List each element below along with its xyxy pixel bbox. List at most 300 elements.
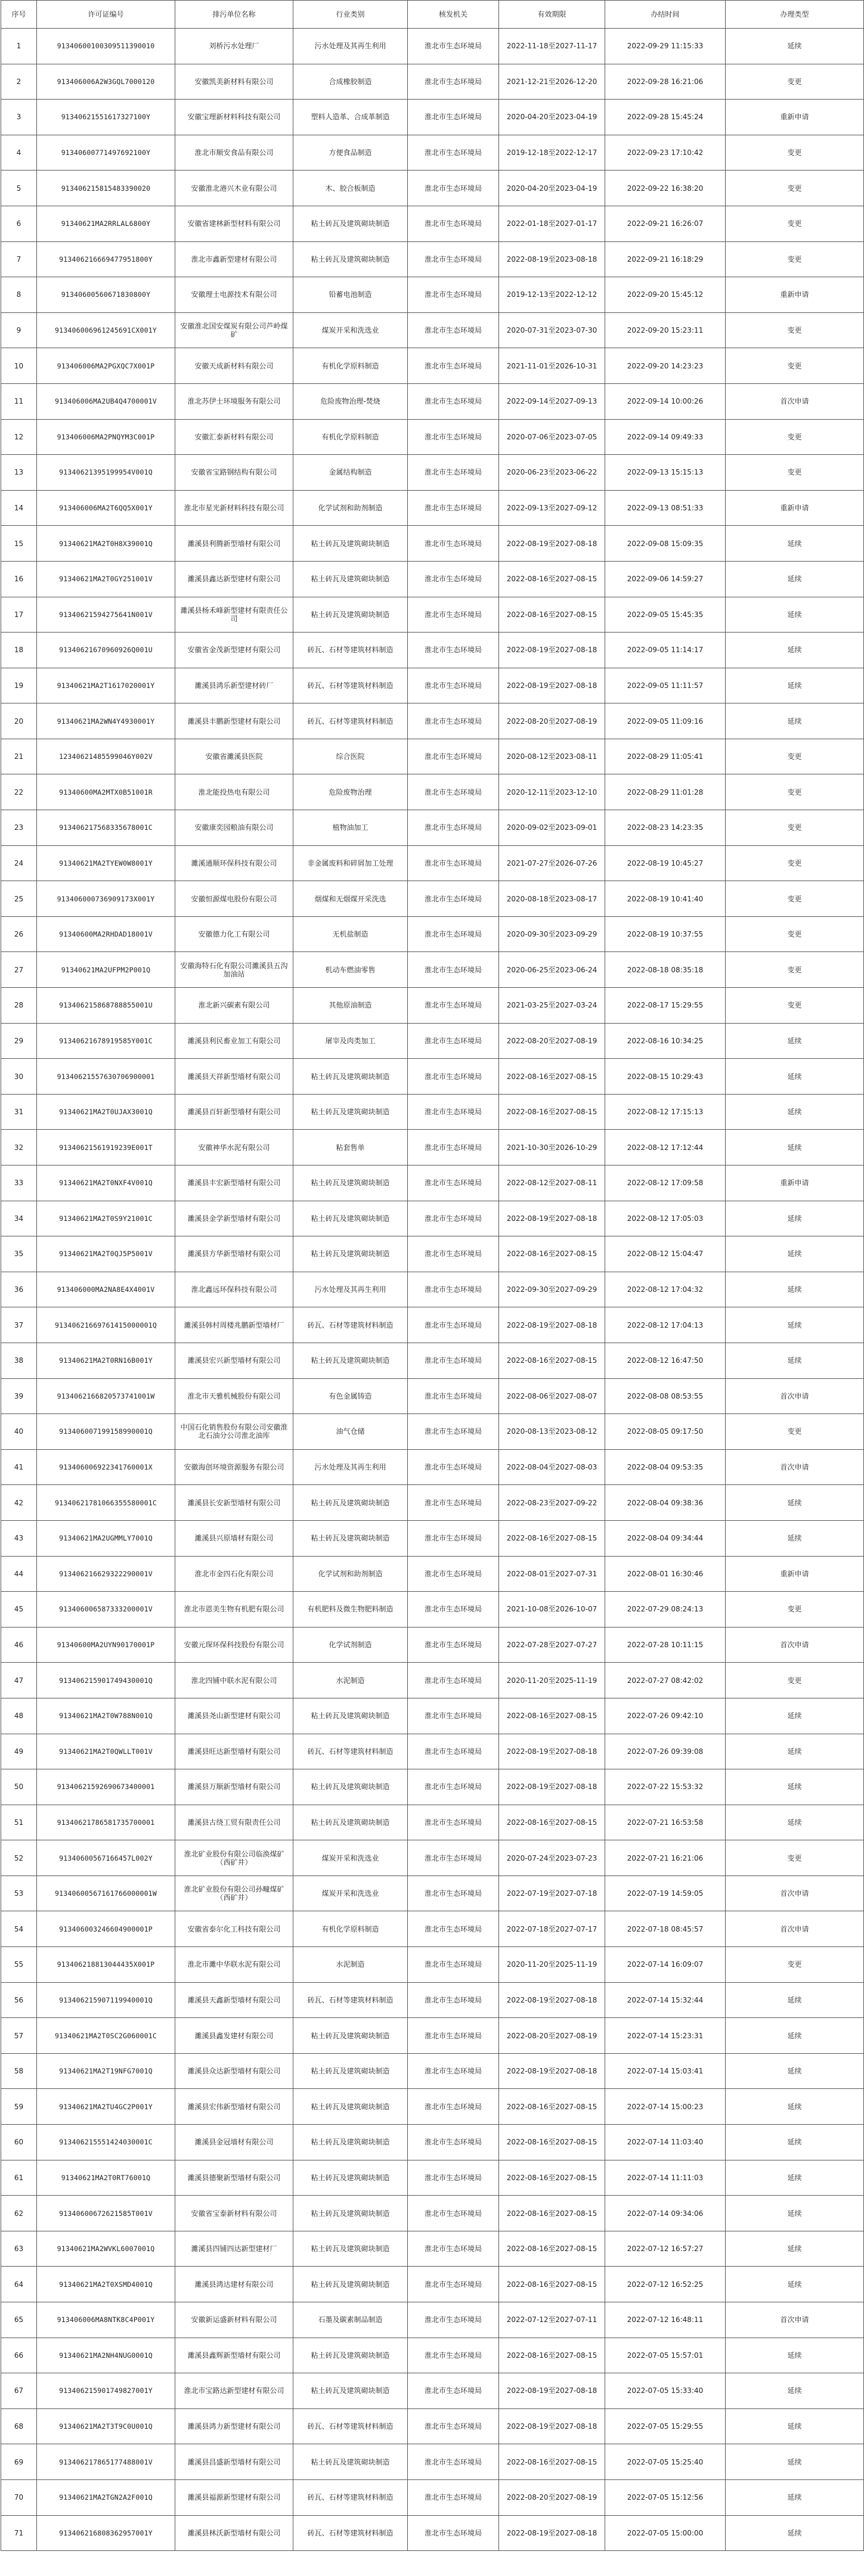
completion-time: 2022-08-12 15:04:47	[605, 1236, 726, 1272]
industry-category: 烟煤和无烟煤开采洗选	[293, 881, 408, 917]
row-index: 68	[1, 2408, 37, 2444]
industry-category: 石墨及碳素制品制造	[293, 2302, 408, 2338]
handling-type: 重新申请	[726, 1556, 864, 1592]
license-number: 9134062166820573741001W	[37, 1378, 175, 1414]
table-row	[1, 1876, 864, 1911]
issuing-authority: 淮北市生态环境局	[408, 490, 499, 526]
issuing-authority: 淮北市生态环境局	[408, 312, 499, 348]
validity-period: 2020-09-30至2023-09-29	[499, 916, 605, 952]
row-index: 18	[1, 633, 37, 668]
issuing-authority: 淮北市生态环境局	[408, 1627, 499, 1663]
unit-name: 濉溪县宏兴新型墙材有限公司	[175, 1343, 293, 1378]
unit-name: 淮北四铺中联水泥有限公司	[175, 1663, 293, 1698]
row-index: 35	[1, 1236, 37, 1272]
validity-period: 2021-11-01至2026-10-31	[499, 348, 605, 384]
row-index: 47	[1, 1663, 37, 1698]
license-number: 91340621MA2TGN2A2F001Q	[37, 2479, 175, 2515]
issuing-authority: 淮北市生态环境局	[408, 1449, 499, 1485]
table-row	[1, 1698, 864, 1734]
validity-period: 2022-01-18至2027-01-17	[499, 206, 605, 241]
unit-name: 安徽淮北国安煤炭有限公司芦岭煤矿	[175, 312, 293, 348]
handling-type: 延续	[726, 1130, 864, 1165]
handling-type: 延续	[726, 633, 864, 668]
unit-name: 淮北新兴碳素有限公司	[175, 988, 293, 1024]
industry-category: 砖瓦、石材等建筑材料制造	[293, 2479, 408, 2515]
industry-category: 危险废物治理	[293, 774, 408, 810]
unit-name: 淮北市濉中华联水泥有限公司	[175, 1947, 293, 1983]
header-handling-type: 办理类型	[726, 1, 864, 29]
unit-name: 安徽省宝路钢结构有限公司	[175, 455, 293, 491]
unit-name: 濉溪县鸿乐新型建材砖厂	[175, 668, 293, 703]
table-row	[1, 1734, 864, 1769]
handling-type: 变更	[726, 419, 864, 455]
license-number: 91340621557630706900001	[37, 1059, 175, 1095]
validity-period: 2022-08-04至2027-08-03	[499, 1449, 605, 1485]
industry-category: 塑料人造革、合成革制造	[293, 100, 408, 135]
unit-name: 安徽汇泰新材料有限公司	[175, 419, 293, 455]
issuing-authority: 淮北市生态环境局	[408, 2053, 499, 2089]
handling-type: 延续	[726, 561, 864, 597]
completion-time: 2022-08-15 10:29:43	[605, 1059, 726, 1095]
handling-type: 变更	[726, 1663, 864, 1698]
issuing-authority: 淮北市生态环境局	[408, 1485, 499, 1521]
issuing-authority: 淮北市生态环境局	[408, 526, 499, 562]
license-number: 913406006961245691CX001Y	[37, 312, 175, 348]
header-row	[1, 1, 864, 29]
validity-period: 2020-12-11至2023-12-10	[499, 774, 605, 810]
unit-name: 淮北鑫远环保科技有限公司	[175, 1272, 293, 1307]
table-row	[1, 1023, 864, 1059]
license-number: 913406007199158990001Q	[37, 1414, 175, 1450]
row-index: 46	[1, 1627, 37, 1663]
industry-category: 非金属废料和碎屑加工处理	[293, 845, 408, 881]
completion-time: 2022-08-12 17:09:58	[605, 1165, 726, 1201]
table-row	[1, 2231, 864, 2267]
table-row	[1, 633, 864, 668]
unit-name: 安徽恒源煤电股份有限公司	[175, 881, 293, 917]
row-index: 44	[1, 1556, 37, 1592]
validity-period: 2022-08-19至2027-08-18	[499, 1734, 605, 1769]
handling-type: 延续	[726, 1698, 864, 1734]
issuing-authority: 淮北市生态环境局	[408, 633, 499, 668]
unit-name: 淮北市宝路达新型建材有限公司	[175, 2373, 293, 2409]
unit-name: 安徽理士电源技术有限公司	[175, 277, 293, 313]
validity-period: 2020-08-13至2023-08-12	[499, 1414, 605, 1450]
validity-period: 2020-04-20至2023-04-19	[499, 100, 605, 135]
issuing-authority: 淮北市生态环境局	[408, 916, 499, 952]
unit-name: 濉溪县四铺四达新型建材厂	[175, 2231, 293, 2267]
issuing-authority: 淮北市生态环境局	[408, 668, 499, 703]
row-index: 63	[1, 2231, 37, 2267]
row-index: 3	[1, 100, 37, 135]
table-row	[1, 2089, 864, 2125]
completion-time: 2022-07-05 15:33:40	[605, 2373, 726, 2409]
validity-period: 2022-08-01至2027-07-31	[499, 1556, 605, 1592]
unit-name: 濉溪县利民畜业加工有限公司	[175, 1023, 293, 1059]
industry-category: 机动车燃油零售	[293, 952, 408, 988]
row-index: 2	[1, 64, 37, 100]
table-row	[1, 383, 864, 419]
license-number: 91340621MA2T0RN16B001Y	[37, 1343, 175, 1378]
completion-time: 2022-09-13 15:15:13	[605, 455, 726, 491]
issuing-authority: 淮北市生态环境局	[408, 2089, 499, 2125]
industry-category: 粘土砖瓦及建筑砌块制造	[293, 2444, 408, 2480]
unit-name: 刘桥污水处理厂	[175, 29, 293, 64]
unit-name: 濉溪县长安新型墙材有限公司	[175, 1485, 293, 1521]
completion-time: 2022-07-12 16:48:11	[605, 2302, 726, 2338]
issuing-authority: 淮北市生态环境局	[408, 1911, 499, 1947]
table-row	[1, 2125, 864, 2160]
table-row	[1, 668, 864, 703]
handling-type: 变更	[726, 739, 864, 774]
completion-time: 2022-07-05 15:00:00	[605, 2515, 726, 2551]
unit-name: 濉溪县天鑫新型墙材有限公司	[175, 1982, 293, 2018]
table-row	[1, 1556, 864, 1592]
issuing-authority: 淮北市生态环境局	[408, 241, 499, 277]
table-row	[1, 774, 864, 810]
industry-category: 粘土砖瓦及建筑砌块制造	[293, 597, 408, 633]
unit-name: 濉溪通顺环保科技有限公司	[175, 845, 293, 881]
license-number: 91340621MA2UGMMLY7001Q	[37, 1520, 175, 1556]
handling-type: 变更	[726, 64, 864, 100]
issuing-authority: 淮北市生态环境局	[408, 171, 499, 206]
completion-time: 2022-09-08 15:09:35	[605, 526, 726, 562]
unit-name: 濉溪县众达新型墙材有限公司	[175, 2053, 293, 2089]
completion-time: 2022-08-08 08:53:55	[605, 1378, 726, 1414]
validity-period: 2022-09-30至2027-09-29	[499, 1272, 605, 1307]
unit-name: 淮北能投热电有限公司	[175, 774, 293, 810]
handling-type: 延续	[726, 2373, 864, 2409]
license-number: 91340621MA2TYEW0W8001Y	[37, 845, 175, 881]
completion-time: 2022-08-04 09:34:44	[605, 1520, 726, 1556]
completion-time: 2022-07-26 09:42:10	[605, 1698, 726, 1734]
validity-period: 2020-09-02至2023-09-01	[499, 810, 605, 846]
row-index: 56	[1, 1982, 37, 2018]
industry-category: 有色金属铸造	[293, 1378, 408, 1414]
validity-period: 2020-04-20至2023-04-19	[499, 171, 605, 206]
industry-category: 合成橡胶制造	[293, 64, 408, 100]
issuing-authority: 淮北市生态环境局	[408, 2267, 499, 2302]
handling-type: 首次申请	[726, 2302, 864, 2338]
table-body	[1, 29, 864, 2551]
completion-time: 2022-07-27 08:42:02	[605, 1663, 726, 1698]
validity-period: 2022-09-13至2027-09-12	[499, 490, 605, 526]
row-index: 65	[1, 2302, 37, 2338]
unit-name: 濉溪县金学新型墙材有限公司	[175, 1201, 293, 1236]
license-number: 913406216629322290001V	[37, 1556, 175, 1592]
industry-category: 砖瓦、石材等建筑材料制造	[293, 703, 408, 739]
unit-name: 安徽天成新材料有限公司	[175, 348, 293, 384]
unit-name: 安徽德力化工有限公司	[175, 916, 293, 952]
validity-period: 2022-08-19至2027-08-18	[499, 633, 605, 668]
issuing-authority: 淮北市生态环境局	[408, 1165, 499, 1201]
row-index: 33	[1, 1165, 37, 1201]
completion-time: 2022-09-20 15:45:12	[605, 277, 726, 313]
unit-name: 安徽淮北港兴木业有限公司	[175, 171, 293, 206]
industry-category: 屠宰及肉类加工	[293, 1023, 408, 1059]
table-header	[1, 1, 864, 29]
license-number: 91340621MA2RRLAL6800Y	[37, 206, 175, 241]
row-index: 17	[1, 597, 37, 633]
completion-time: 2022-08-12 17:15:13	[605, 1094, 726, 1130]
license-number: 91340621MA2T3T9C0U001Q	[37, 2408, 175, 2444]
row-index: 51	[1, 1805, 37, 1840]
industry-category: 粘土砖瓦及建筑砌块制造	[293, 2160, 408, 2196]
header-license-number: 许可证编号	[37, 1, 175, 29]
license-number: 91340600567161766000001W	[37, 1876, 175, 1911]
industry-category: 木、胶合板制造	[293, 171, 408, 206]
row-index: 66	[1, 2338, 37, 2373]
unit-name: 濉溪县丰宏新型墙材有限公司	[175, 1165, 293, 1201]
table-row	[1, 881, 864, 917]
unit-name: 淮北市星光新材料科技有限公司	[175, 490, 293, 526]
handling-type: 延续	[726, 2515, 864, 2551]
industry-category: 油气仓储	[293, 1414, 408, 1450]
table-row	[1, 1272, 864, 1307]
completion-time: 2022-09-28 16:21:06	[605, 64, 726, 100]
table-row	[1, 1663, 864, 1698]
license-number: 913406215907119940001Q	[37, 1982, 175, 2018]
industry-category: 有机化学原料制造	[293, 1911, 408, 1947]
validity-period: 2022-08-19至2027-08-18	[499, 1307, 605, 1343]
handling-type: 变更	[726, 774, 864, 810]
row-index: 54	[1, 1911, 37, 1947]
table-row	[1, 561, 864, 597]
unit-name: 安徽新运盛新材料有限公司	[175, 2302, 293, 2338]
validity-period: 2022-08-16至2027-08-15	[499, 2338, 605, 2373]
row-index: 27	[1, 952, 37, 988]
industry-category: 粘土砖瓦及建筑砌块制造	[293, 2018, 408, 2054]
completion-time: 2022-07-26 09:39:08	[605, 1734, 726, 1769]
issuing-authority: 淮北市生态环境局	[408, 988, 499, 1024]
industry-category: 方便食品制造	[293, 135, 408, 171]
issuing-authority: 淮北市生态环境局	[408, 29, 499, 64]
header-industry: 行业类别	[293, 1, 408, 29]
unit-name: 濉溪县宏伟新型墙材有限公司	[175, 2089, 293, 2125]
validity-period: 2019-12-18至2022-12-17	[499, 135, 605, 171]
row-index: 6	[1, 206, 37, 241]
license-number: 91340621MA2T19NFG7001Q	[37, 2053, 175, 2089]
completion-time: 2022-09-21 16:18:29	[605, 241, 726, 277]
row-index: 50	[1, 1769, 37, 1805]
table-row	[1, 1485, 864, 1521]
handling-type: 延续	[726, 1094, 864, 1130]
industry-category: 水泥制造	[293, 1947, 408, 1983]
license-number: 91340621678919585Y001C	[37, 1023, 175, 1059]
handling-type: 延续	[726, 1343, 864, 1378]
completion-time: 2022-07-19 14:59:05	[605, 1876, 726, 1911]
validity-period: 2022-07-19至2027-07-18	[499, 1876, 605, 1911]
completion-time: 2022-07-14 11:11:03	[605, 2160, 726, 2196]
validity-period: 2022-08-20至2027-08-19	[499, 2018, 605, 2054]
table-row	[1, 1520, 864, 1556]
handling-type: 延续	[726, 2196, 864, 2231]
completion-time: 2022-07-14 15:00:23	[605, 2089, 726, 2125]
handling-type: 首次申请	[726, 1627, 864, 1663]
industry-category: 粘土砖瓦及建筑砌块制造	[293, 1236, 408, 1272]
table-row	[1, 2196, 864, 2231]
row-index: 8	[1, 277, 37, 313]
validity-period: 2022-08-16至2027-08-15	[499, 561, 605, 597]
validity-period: 2022-08-16至2027-08-15	[499, 1059, 605, 1095]
row-index: 31	[1, 1094, 37, 1130]
unit-name: 濉溪县德聚新型墙材有限公司	[175, 2160, 293, 2196]
table-row	[1, 1911, 864, 1947]
handling-type: 首次申请	[726, 1449, 864, 1485]
industry-category: 粘土砖瓦及建筑砌块制造	[293, 2053, 408, 2089]
table-row	[1, 2160, 864, 2196]
handling-type: 延续	[726, 2231, 864, 2267]
row-index: 39	[1, 1378, 37, 1414]
license-number: 913406215901749430001Q	[37, 1663, 175, 1698]
handling-type: 延续	[726, 2444, 864, 2480]
table-row	[1, 2444, 864, 2480]
table-row	[1, 171, 864, 206]
validity-period: 2022-08-19至2027-08-18	[499, 526, 605, 562]
validity-period: 2022-08-16至2027-08-15	[499, 1805, 605, 1840]
completion-time: 2022-08-19 10:37:55	[605, 916, 726, 952]
table-row	[1, 2302, 864, 2338]
validity-period: 2022-08-16至2027-08-15	[499, 1343, 605, 1378]
row-index: 11	[1, 383, 37, 419]
issuing-authority: 淮北市生态环境局	[408, 1414, 499, 1450]
row-index: 45	[1, 1592, 37, 1628]
row-index: 38	[1, 1343, 37, 1378]
completion-time: 2022-09-23 17:10:42	[605, 135, 726, 171]
issuing-authority: 淮北市生态环境局	[408, 1982, 499, 2018]
table-row	[1, 526, 864, 562]
industry-category: 粘土砖瓦及建筑砌块制造	[293, 1343, 408, 1378]
completion-time: 2022-07-05 15:29:55	[605, 2408, 726, 2444]
validity-period: 2022-08-16至2027-08-15	[499, 1236, 605, 1272]
validity-period: 2022-08-16至2027-08-15	[499, 597, 605, 633]
industry-category: 金属结构制造	[293, 455, 408, 491]
issuing-authority: 淮北市生态环境局	[408, 2444, 499, 2480]
license-number: 91340621MA2T0QJ5P5001V	[37, 1236, 175, 1272]
license-number: 913406218813044435X001P	[37, 1947, 175, 1983]
table-row	[1, 1343, 864, 1378]
validity-period: 2022-11-18至2027-11-17	[499, 29, 605, 64]
completion-time: 2022-08-12 17:04:13	[605, 1307, 726, 1343]
completion-time: 2022-08-12 17:04:32	[605, 1272, 726, 1307]
table-row	[1, 2053, 864, 2089]
validity-period: 2020-06-23至2023-06-22	[499, 455, 605, 491]
completion-time: 2022-07-14 11:03:40	[605, 2125, 726, 2160]
unit-name: 淮北矿业股份有限公司临涣煤矿（西矿井）	[175, 1840, 293, 1876]
industry-category: 粘土砖瓦及建筑砌块制造	[293, 2089, 408, 2125]
unit-name: 濉溪县韩村周楼兆鹏新型墙材厂	[175, 1307, 293, 1343]
table-row	[1, 1947, 864, 1983]
completion-time: 2022-09-05 15:45:35	[605, 597, 726, 633]
license-number: 913406215815483390020	[37, 171, 175, 206]
table-row	[1, 1840, 864, 1876]
table-row	[1, 1414, 864, 1450]
industry-category: 有机化学原料制造	[293, 348, 408, 384]
industry-category: 粘土砖瓦及建筑砌块制造	[293, 2267, 408, 2302]
completion-time: 2022-07-22 15:53:32	[605, 1769, 726, 1805]
row-index: 22	[1, 774, 37, 810]
issuing-authority: 淮北市生态环境局	[408, 2160, 499, 2196]
industry-category: 化学试剂制造	[293, 1627, 408, 1663]
license-number: 913406006A2W3GQL7000120	[37, 64, 175, 100]
row-index: 9	[1, 312, 37, 348]
license-number: 913406216669477951800Y	[37, 241, 175, 277]
license-number: 91340621MA2TU4GC2P001Y	[37, 2089, 175, 2125]
issuing-authority: 淮北市生态环境局	[408, 1592, 499, 1628]
industry-category: 煤炭开采和洗选业	[293, 1840, 408, 1876]
license-number: 91340621MA2T0RT76001Q	[37, 2160, 175, 2196]
table-row	[1, 348, 864, 384]
completion-time: 2022-08-12 16:47:50	[605, 1343, 726, 1378]
table-row	[1, 29, 864, 64]
issuing-authority: 淮北市生态环境局	[408, 383, 499, 419]
row-index: 13	[1, 455, 37, 491]
industry-category: 粘土砖瓦及建筑砌块制造	[293, 1094, 408, 1130]
completion-time: 2022-08-23 14:23:35	[605, 810, 726, 846]
validity-period: 2022-09-14至2027-09-13	[499, 383, 605, 419]
completion-time: 2022-09-14 10:00:26	[605, 383, 726, 419]
license-number: 91340621MA2T0H8X39001Q	[37, 526, 175, 562]
validity-period: 2022-08-19至2027-08-18	[499, 1769, 605, 1805]
row-index: 16	[1, 561, 37, 597]
license-number: 91340621MA2T0W788N001Q	[37, 1698, 175, 1734]
handling-type: 重新申请	[726, 490, 864, 526]
completion-time: 2022-08-16 10:34:25	[605, 1023, 726, 1059]
row-index: 70	[1, 2479, 37, 2515]
row-index: 32	[1, 1130, 37, 1165]
row-index: 34	[1, 1201, 37, 1236]
industry-category: 砖瓦、石材等建筑材料制造	[293, 633, 408, 668]
unit-name: 濉溪县鸿力新型建材有限公司	[175, 2408, 293, 2444]
validity-period: 2022-08-16至2027-08-15	[499, 2125, 605, 2160]
issuing-authority: 淮北市生态环境局	[408, 1876, 499, 1911]
issuing-authority: 淮北市生态环境局	[408, 1734, 499, 1769]
license-number: 913406217865177488001V	[37, 2444, 175, 2480]
handling-type: 延续	[726, 2267, 864, 2302]
handling-type: 变更	[726, 1947, 864, 1983]
license-number: 913406006922341760001X	[37, 1449, 175, 1485]
table-row	[1, 597, 864, 633]
handling-type: 延续	[726, 1485, 864, 1521]
industry-category: 无机盐制造	[293, 916, 408, 952]
issuing-authority: 淮北市生态环境局	[408, 1769, 499, 1805]
issuing-authority: 淮北市生态环境局	[408, 2125, 499, 2160]
issuing-authority: 淮北市生态环境局	[408, 2231, 499, 2267]
license-number: 91340621MA2T0S9Y21001C	[37, 1201, 175, 1236]
license-number: 91340621MA2T0NXF4V001Q	[37, 1165, 175, 1201]
issuing-authority: 淮北市生态环境局	[408, 561, 499, 597]
issuing-authority: 淮北市生态环境局	[408, 845, 499, 881]
completion-time: 2022-08-19 10:41:40	[605, 881, 726, 917]
row-index: 69	[1, 2444, 37, 2480]
table-row	[1, 845, 864, 881]
row-index: 59	[1, 2089, 37, 2125]
validity-period: 2022-08-16至2027-08-15	[499, 2089, 605, 2125]
issuing-authority: 淮北市生态环境局	[408, 1130, 499, 1165]
industry-category: 粘套售单	[293, 1130, 408, 1165]
issuing-authority: 淮北市生态环境局	[408, 206, 499, 241]
row-index: 41	[1, 1449, 37, 1485]
handling-type: 变更	[726, 312, 864, 348]
industry-category: 煤炭开采和洗选业	[293, 312, 408, 348]
handling-type: 变更	[726, 1592, 864, 1628]
row-index: 10	[1, 348, 37, 384]
license-number: 91340621MA2UFPM2P001Q	[37, 952, 175, 988]
industry-category: 砖瓦、石材等建筑材料制造	[293, 2515, 408, 2551]
handling-type: 延续	[726, 2089, 864, 2125]
table-row	[1, 1982, 864, 2018]
row-index: 36	[1, 1272, 37, 1307]
